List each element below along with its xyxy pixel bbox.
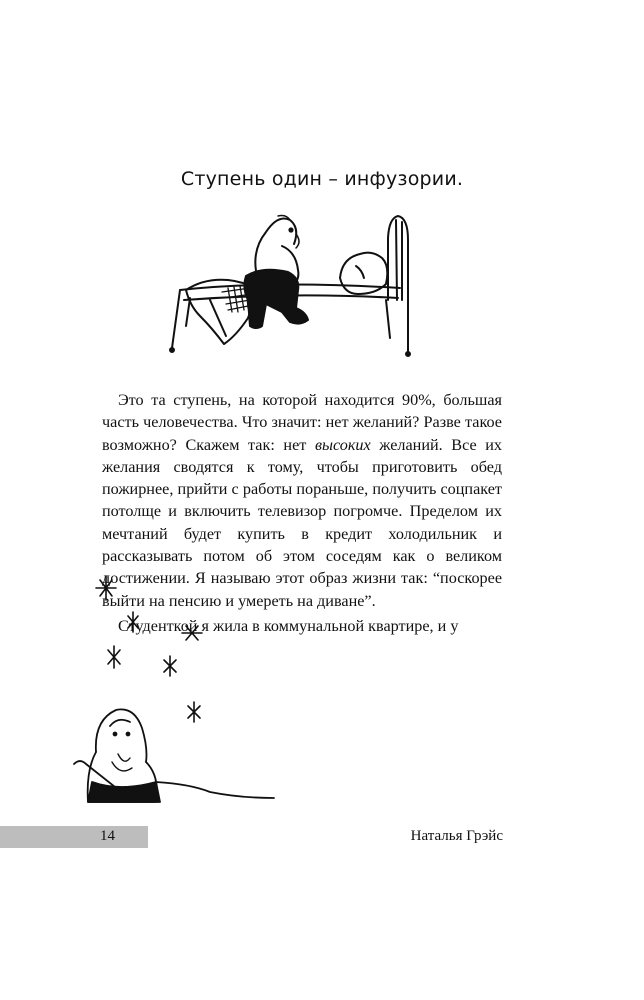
chapter-title: Ступень один – инфузории. <box>180 168 464 190</box>
man-sitting-on-bed-illustration <box>150 208 420 358</box>
paragraph-1-text-end: желаний. Все их желания сводятся к тому, чтобы приготовить обед пожирнее, прийти с работы пораньше, получить соцпакет потолще и включить телевизор погромче. Пределом их мечтаний будет купить в кредит холодильник и рассказывать потом об этом соседям как о великом достижении. Я называю этот образ жизни так: “поскорее выйти на пенсию и умереть на диване”. <box>102 435 503 610</box>
emphasis-word: высоких <box>314 435 371 454</box>
footer-bar <box>0 826 148 848</box>
paragraph-2-text: Студенткой я жила в коммунальной квартире, и у <box>118 616 459 635</box>
author-name: Наталья Грэйс <box>410 828 503 844</box>
old-woman-with-cane-illustration <box>60 570 280 810</box>
page-number: 14 <box>100 828 115 844</box>
paragraph-1-text-start: Это та ступень, на которой находится 90%, большая часть человечества. Что значит: нет желаний? Разве такое возможно? Скажем так: нет <box>102 391 502 454</box>
star-icon <box>96 576 202 722</box>
